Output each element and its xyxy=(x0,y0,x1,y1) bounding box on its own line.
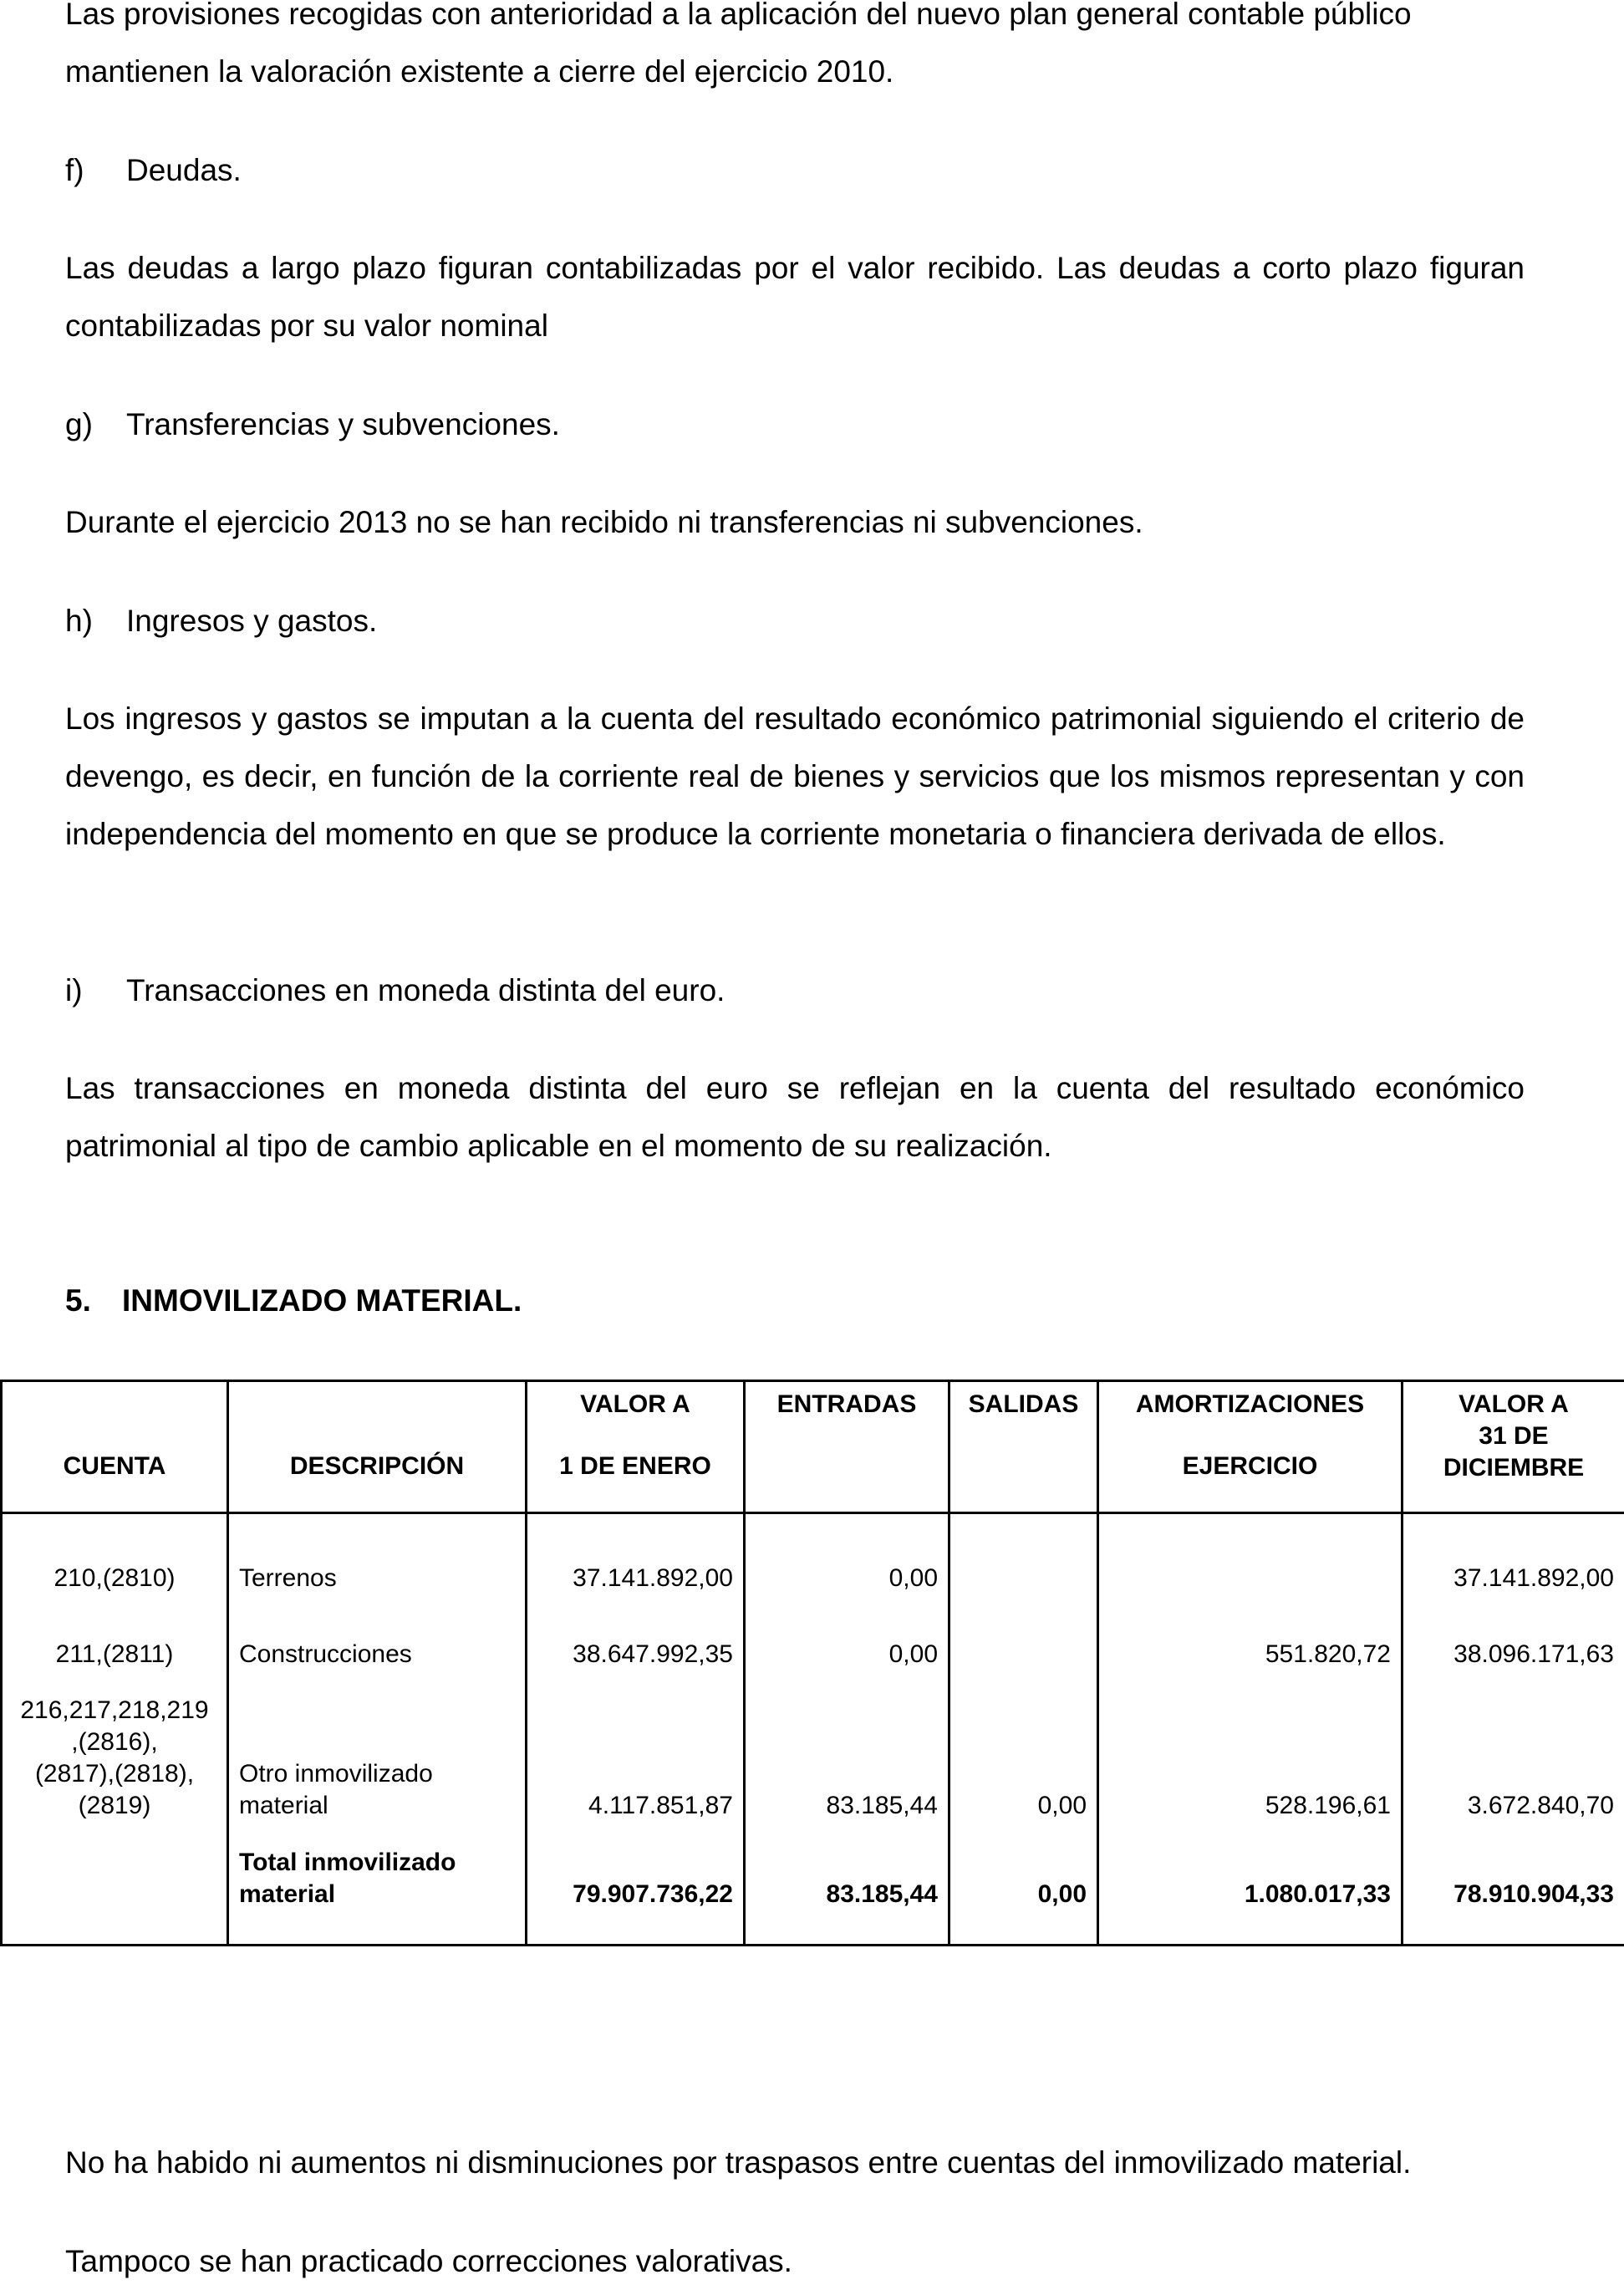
col-header-salidas: SALIDAS xyxy=(949,1381,1098,1513)
cell-salidas xyxy=(949,1554,1098,1602)
cell-salidas: 0,00 xyxy=(949,1695,1098,1822)
cell-cuenta: 210,(2810) xyxy=(2,1554,228,1602)
table-header-row xyxy=(2,1381,1624,1513)
col-header-amortizaciones: AMORTIZACIONES EJERCICIO xyxy=(1098,1381,1403,1513)
cell-salidas xyxy=(949,1630,1098,1678)
cell-cuenta: 216,217,218,219 ,(2816), (2817),(2818), (2819) xyxy=(2,1695,228,1822)
item-marker: g) xyxy=(65,395,126,453)
table-spacer-row xyxy=(2,1513,1624,1555)
cell-descripcion: Construcciones xyxy=(228,1630,527,1678)
cell-descripcion: Otro inmovilizado material xyxy=(228,1695,527,1822)
col-header-descripcion: DESCRIPCIÓN xyxy=(228,1381,527,1513)
cell-valor-inicio: 79.907.736,22 xyxy=(527,1847,745,1910)
section-number: 5. xyxy=(65,1280,122,1322)
item-body-i: Las transacciones en moneda distinta del euro se reflejan en la cuenta del resultado económico patrimonial al tipo de cambio aplicable en el momento de su realización. xyxy=(65,1059,1525,1175)
table-gap-row xyxy=(2,1678,1624,1695)
cell-amortizaciones: 528.196,61 xyxy=(1098,1695,1403,1822)
item-body-f: Las deudas a largo plazo figuran contabilizadas por el valor recibido. Las deudas a corto plazo figuran contabilizadas por su valor nominal xyxy=(65,239,1525,354)
cell-valor-inicio: 37.141.892,00 xyxy=(527,1554,745,1602)
table-gap-row xyxy=(2,1602,1624,1630)
item-heading-f xyxy=(65,141,242,199)
cell-valor-fin: 37.141.892,00 xyxy=(1403,1554,1624,1602)
cell-valor-inicio: 38.647.992,35 xyxy=(527,1630,745,1678)
item-heading: Deudas. xyxy=(126,153,242,187)
table-row xyxy=(2,1695,1624,1822)
cell-amortizaciones: 1.080.017,33 xyxy=(1098,1847,1403,1910)
table-row xyxy=(2,1554,1624,1602)
cell-amortizaciones xyxy=(1098,1554,1403,1602)
cell-entradas: 0,00 xyxy=(745,1554,949,1602)
cell-descripcion: Terrenos xyxy=(228,1554,527,1602)
item-heading: Transferencias y subvenciones. xyxy=(126,407,560,441)
cell-cuenta xyxy=(2,1847,228,1910)
cell-valor-inicio: 4.117.851,87 xyxy=(527,1695,745,1822)
cell-entradas: 83.185,44 xyxy=(745,1847,949,1910)
col-header-valor-inicio: VALOR A 1 DE ENERO xyxy=(527,1381,745,1513)
cell-cuenta: 211,(2811) xyxy=(2,1630,228,1678)
cell-descripcion: Total inmovilizado material xyxy=(228,1847,527,1910)
closing-paragraph-2: Tampoco se han practicado correcciones valorativas. xyxy=(65,2232,1525,2290)
item-marker: f) xyxy=(65,141,126,199)
item-heading-g xyxy=(65,395,560,453)
item-heading: Ingresos y gastos. xyxy=(126,604,377,638)
item-body-h: Los ingresos y gastos se imputan a la cuenta del resultado económico patrimonial siguiendo el criterio de devengo, es decir, en función de la corriente real de bienes y servicios que los mismos representan y con independencia del momento en que se produce la corriente monetaria o financiera derivada de ellos. xyxy=(65,690,1525,863)
cell-entradas: 83.185,44 xyxy=(745,1695,949,1822)
cell-valor-fin: 78.910.904,33 xyxy=(1403,1847,1624,1910)
inmovilizado-table xyxy=(0,1380,1624,1946)
cell-valor-fin: 3.672.840,70 xyxy=(1403,1695,1624,1822)
item-heading-h xyxy=(65,592,377,650)
cell-salidas: 0,00 xyxy=(949,1847,1098,1910)
intro-line-2: mantienen la valoración existente a cierre del ejercicio 2010. xyxy=(65,54,893,89)
item-body-g: Durante el ejercicio 2013 no se han recibido ni transferencias ni subvenciones. xyxy=(65,493,1525,551)
section-title: INMOVILIZADO MATERIAL. xyxy=(122,1283,522,1318)
col-header-valor-fin: VALOR A 31 DE DICIEMBRE xyxy=(1403,1381,1624,1513)
cell-valor-fin: 38.096.171,63 xyxy=(1403,1630,1624,1678)
table-bottom-pad-row xyxy=(2,1910,1624,1946)
item-marker: h) xyxy=(65,592,126,650)
closing-paragraph-1: No ha habido ni aumentos ni disminuciones por traspasos entre cuentas del inmovilizado material. xyxy=(65,2134,1525,2191)
intro-paragraph xyxy=(65,0,1525,100)
table-total-row xyxy=(2,1847,1624,1910)
item-heading-i xyxy=(65,961,725,1019)
section-heading xyxy=(65,1280,522,1322)
item-heading: Transacciones en moneda distinta del euro. xyxy=(126,973,725,1007)
table-row xyxy=(2,1630,1624,1678)
table-gap-row xyxy=(2,1822,1624,1847)
cell-entradas: 0,00 xyxy=(745,1630,949,1678)
col-header-entradas: ENTRADAS xyxy=(745,1381,949,1513)
item-marker: i) xyxy=(65,961,126,1019)
intro-line-1: Las provisiones recogidas con anterioridad a la aplicación del nuevo plan general contable público xyxy=(65,0,1412,31)
col-header-cuenta: CUENTA xyxy=(2,1381,228,1513)
cell-amortizaciones: 551.820,72 xyxy=(1098,1630,1403,1678)
